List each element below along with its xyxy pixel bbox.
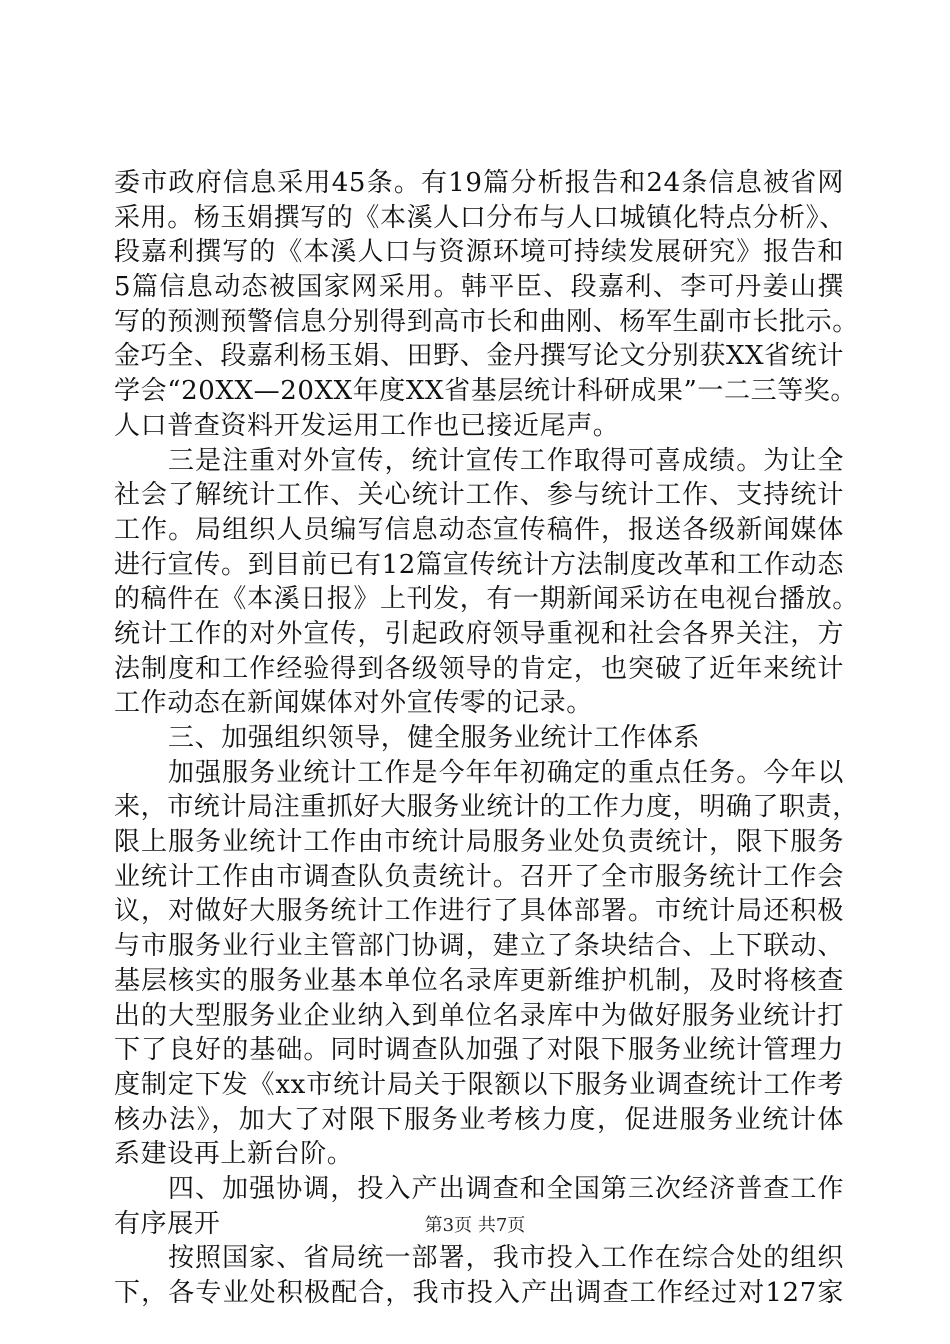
- text-line: 采用。杨玉娟撰写的《本溪人口分布与人口城镇化特点分析》、: [114, 202, 846, 233]
- section-heading: 四、加强协调，投入产出调查和全国第三次经济普查工作: [168, 1173, 844, 1204]
- page-number-footer: 第3页 共7页: [424, 1215, 526, 1236]
- paragraph-first-line: 按照国家、省局统一部署，我市投入工作在综合处的组织: [168, 1243, 844, 1274]
- text-line: 限上服务业统计工作由市统计局服务业处负责统计，限下服务: [114, 827, 844, 858]
- text-line: 5篇信息动态被国家网采用。韩平臣、段嘉利、李可丹姜山撰: [114, 272, 844, 303]
- text-line: 法制度和工作经验得到各级领导的肯定，也突破了近年来统计: [114, 653, 844, 684]
- text-line: 写的预测预警信息分别得到高市长和曲刚、杨军生副市长批示。: [114, 306, 859, 337]
- text-line: 与市服务业行业主管部门协调，建立了条块结合、上下联动、: [114, 931, 844, 962]
- text-line: 统计工作的对外宣传，引起政府领导重视和社会各界关注，方: [114, 618, 844, 649]
- paragraph-first-line: 三是注重对外宣传，统计宣传工作取得可喜成绩。为让全: [168, 445, 844, 476]
- text-line: 度制定下发《xx市统计局关于限额以下服务业调查统计工作考: [114, 1069, 844, 1100]
- text-line: 段嘉利撰写的《本溪人口与资源环境可持续发展研究》报告和: [114, 237, 844, 268]
- text-line: 核办法》，加大了对限下服务业考核力度，促进服务业统计体: [114, 1104, 844, 1135]
- text-line: 下了良好的基础。同时调查队加强了对限下服务业统计管理力: [114, 1035, 844, 1066]
- text-line: 工作。局组织人员编写信息动态宣传稿件，报送各级新闻媒体: [114, 514, 844, 545]
- text-line: 出的大型服务业企业纳入到单位名录库中为做好服务业统计打: [114, 1000, 844, 1031]
- text-line: 学会“20XX—20XX年度XX省基层统计科研成果”一二三等奖。: [114, 376, 858, 407]
- text-line: 进行宣传。到目前已有12篇宣传统计方法制度改革和工作动态: [114, 549, 844, 580]
- text-line: 议，对做好大服务统计工作进行了具体部署。市统计局还积极: [114, 896, 844, 927]
- text-line: 委市政府信息采用45条。有19篇分析报告和24条信息被省网: [114, 168, 844, 198]
- text-line: 工作动态在新闻媒体对外宣传零的记录。: [114, 688, 593, 719]
- text-line: 来，市统计局注重抓好大服务业统计的工作力度，明确了职责，: [114, 792, 859, 823]
- paragraph-first-line: 加强服务业统计工作是今年年初确定的重点任务。今年以: [168, 757, 844, 788]
- text-line: 基层核实的服务业基本单位名录库更新维护机制，及时将核查: [114, 965, 844, 996]
- section-heading-continued: 有序展开: [114, 1208, 221, 1239]
- section-heading: 三、加强组织领导，健全服务业统计工作体系: [168, 723, 701, 753]
- text-line: 社会了解统计工作、关心统计工作、参与统计工作、支持统计: [114, 480, 844, 511]
- text-line: 人口普查资料开发运用工作也已接近尾声。: [114, 410, 620, 441]
- text-line: 下，各专业处积极配合，我市投入产出调查工作经过对127家: [114, 1278, 844, 1308]
- text-line: 的稿件在《本溪日报》上刊发，有一期新闻采访在电视台播放。: [114, 584, 859, 615]
- text-line: 系建设再上新台阶。: [114, 1139, 354, 1170]
- text-line: 业统计工作由市调查队负责统计。召开了全市服务统计工作会: [114, 861, 844, 892]
- text-line: 金巧全、段嘉利杨玉娟、田野、金丹撰写论文分别获XX省统计: [114, 341, 844, 372]
- document-body: [114, 166, 859, 1311]
